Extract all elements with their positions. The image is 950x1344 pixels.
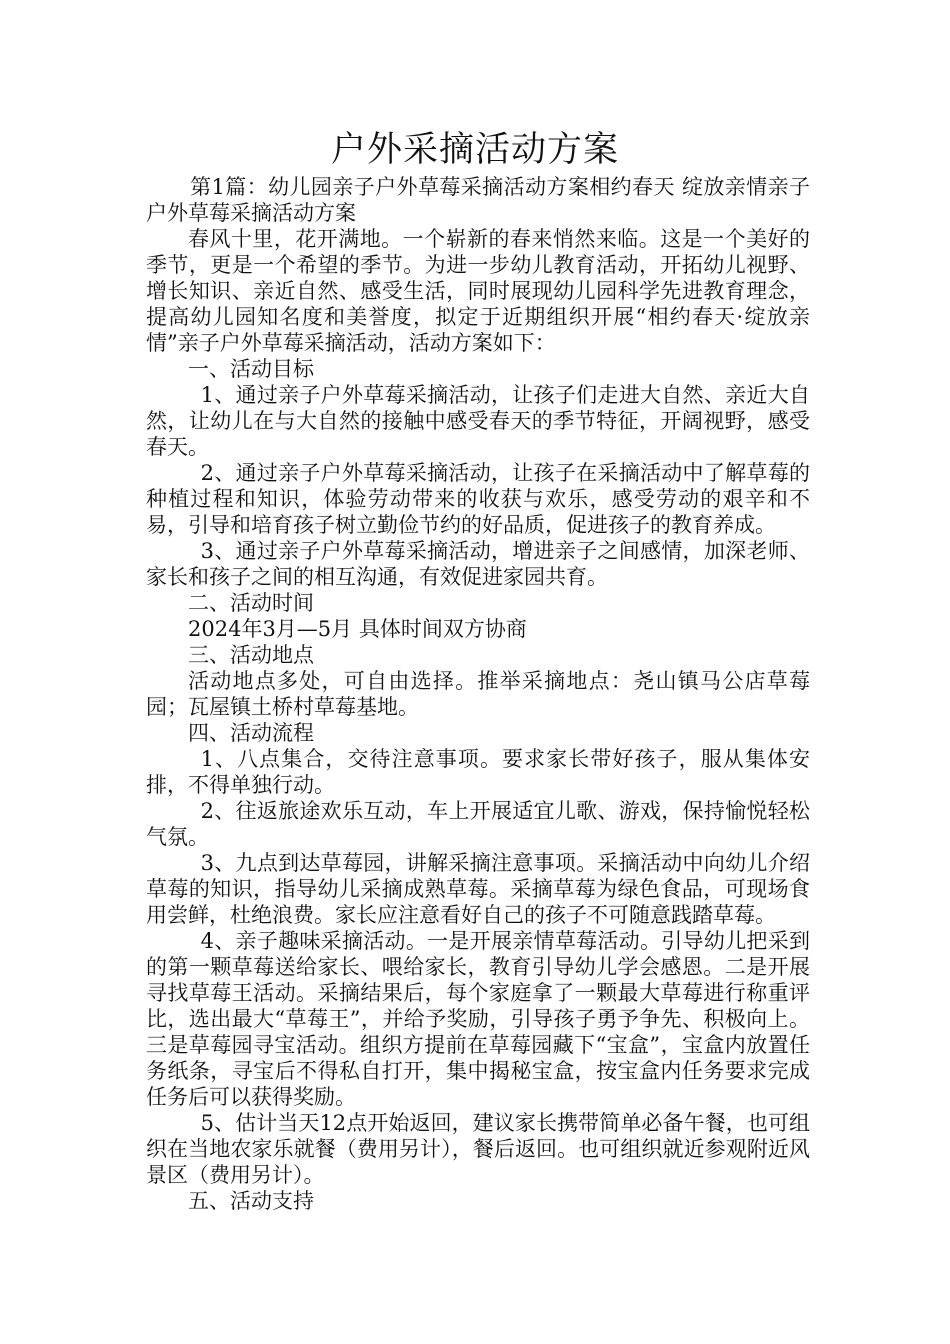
document-body	[146, 174, 810, 1214]
paragraph-time: 2024年3月—5月 具体时间双方协商	[188, 617, 527, 641]
section-heading-goals: 一、活动目标	[188, 357, 314, 381]
paragraph-process-3: 3、九点到达草莓园，讲解采摘注意事项。采摘活动中向幼儿介绍草莓的知识，指导幼儿采摘成熟草莓。采摘草莓为绿色食品，可现场食用尝鲜，杜绝浪费。家长应注意看好自己的孩子不可随意践踏草莓。	[146, 851, 810, 927]
paragraph-goal-3: 3、通过亲子户外草莓采摘活动，增进亲子之间感情，加深老师、家长和孩子之间的相互沟通，有效促进家园共育。	[146, 539, 810, 589]
document-title: 户外采摘活动方案	[330, 130, 619, 170]
paragraph-process-4: 4、亲子趣味采摘活动。一是开展亲情草莓活动。引导幼儿把采到的第一颗草莓送给家长、喂给家长，教育引导幼儿学会感恩。二是开展寻找草莓王活动。采摘结果后，每个家庭拿了一颗最大草莓进行称重评比，选出最大“草莓王”，并给予奖励，引导孩子勇予争先、积极向上。三是草莓园寻宝活动。组织方提前在草莓园藏下“宝盒”，宝盒内放置任务纸条，寻宝后不得私自打开，集中揭秘宝盒，按宝盒内任务要求完成任务后可以获得奖励。	[146, 929, 810, 1109]
paragraph-process-2: 2、往返旅途欢乐互动，车上开展适宜儿歌、游戏，保持愉悦轻松气氛。	[146, 799, 810, 849]
paragraph-process-1: 1、八点集合，交待注意事项。要求家长带好孩子，服从集体安排，不得单独行动。	[146, 747, 810, 797]
paragraph-goal-1: 1、通过亲子户外草莓采摘活动，让孩子们走进大自然、亲近大自然，让幼儿在与大自然的接触中感受春天的季节特征，开阔视野，感受春天。	[146, 383, 810, 459]
paragraph-location: 活动地点多处，可自由选择。推举采摘地点：尧山镇马公店草莓园；瓦屋镇土桥村草莓基地。	[146, 669, 810, 719]
paragraph-intro: 春风十里，花开满地。一个崭新的春来悄然来临。这是一个美好的季节，更是一个希望的季节。为进一步幼儿教育活动，开拓幼儿视野、增长知识、亲近自然、感受生活，同时展现幼儿园科学先进教育理念，提高幼儿园知名度和美誉度，拟定于近期组织开展“相约春天·绽放亲情”亲子户外草莓采摘活动，活动方案如下：	[146, 227, 810, 355]
paragraph-article-heading: 第1篇：幼儿园亲子户外草莓采摘活动方案相约春天 绽放亲情亲子户外草莓采摘活动方案	[146, 175, 810, 225]
section-heading-location: 三、活动地点	[188, 643, 314, 667]
section-heading-process: 四、活动流程	[188, 721, 314, 745]
paragraph-process-5: 5、估计当天12点开始返回，建议家长携带简单必备午餐，也可组织在当地农家乐就餐（费用另计），餐后返回。也可组织就近参观附近风景区（费用另计）。	[146, 1111, 810, 1187]
section-heading-time: 二、活动时间	[188, 591, 314, 615]
section-heading-support: 五、活动支持	[188, 1189, 314, 1213]
paragraph-goal-2: 2、通过亲子户外草莓采摘活动，让孩子在采摘活动中了解草莓的种植过程和知识，体验劳动带来的收获与欢乐，感受劳动的艰辛和不易，引导和培育孩子树立勤俭节约的好品质，促进孩子的教育养成。	[146, 461, 810, 537]
